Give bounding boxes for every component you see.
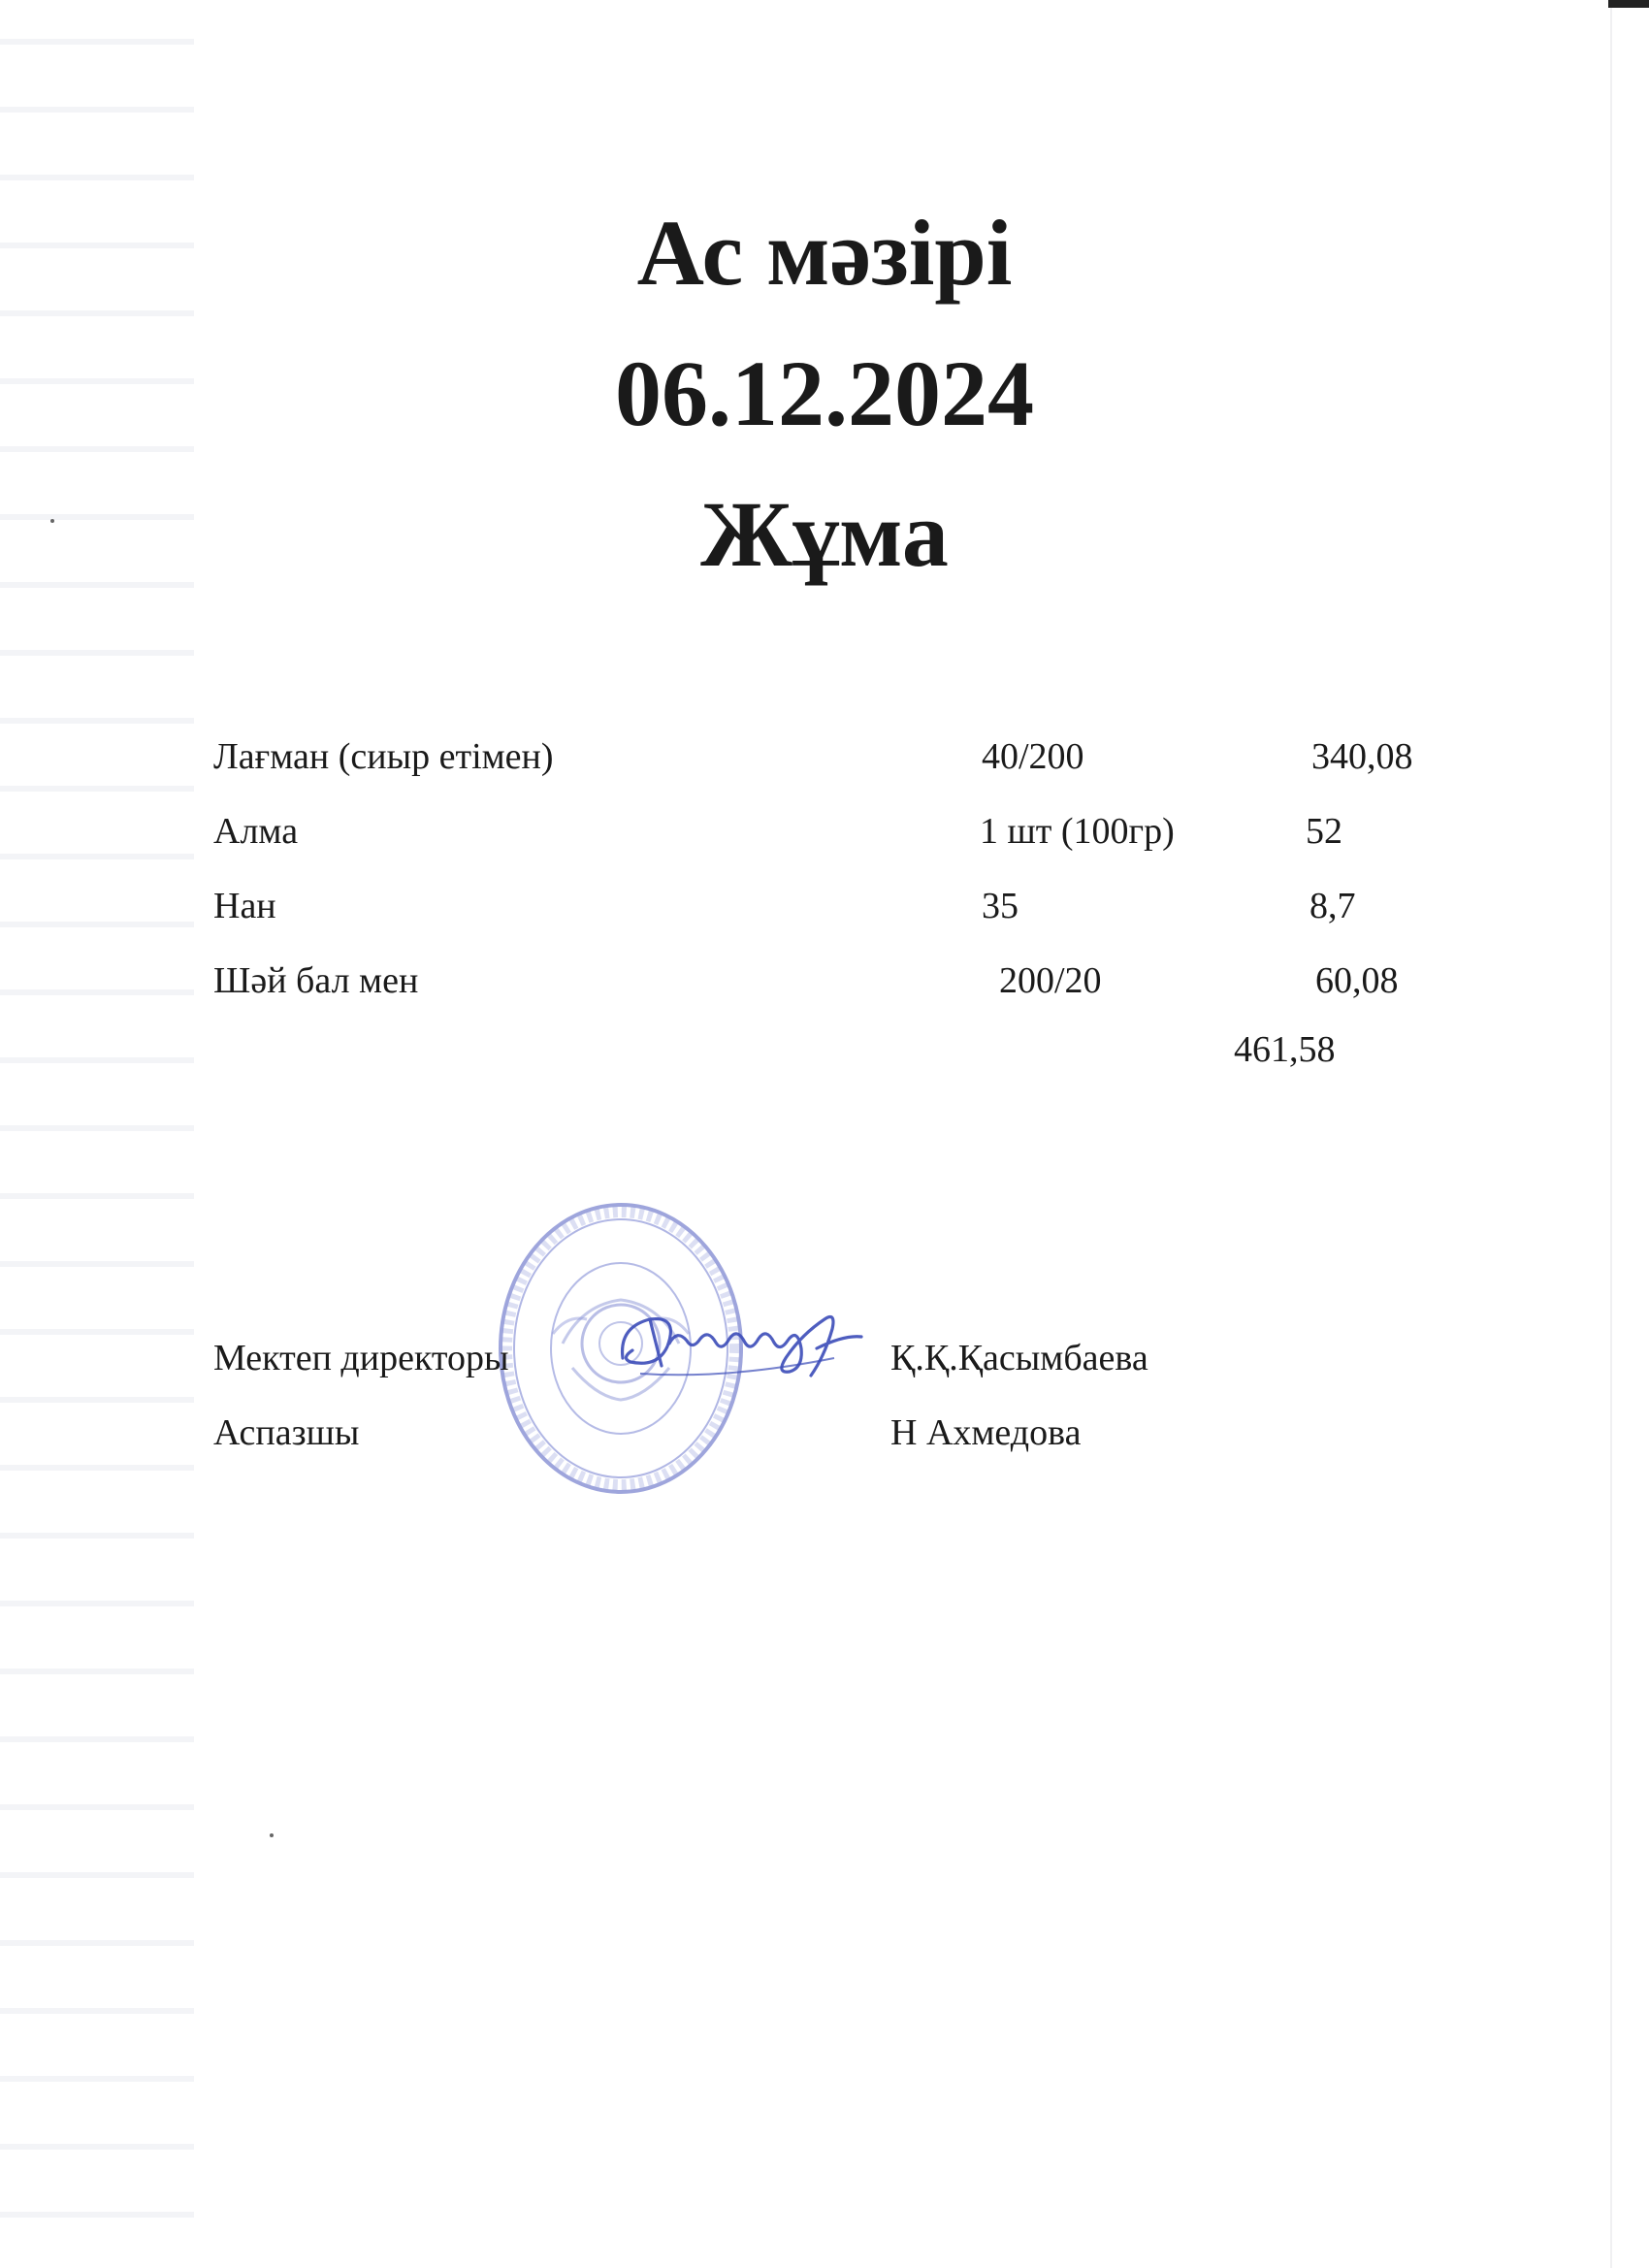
menu-item-portion: 200/20 [999, 960, 1102, 1001]
page-title: Ас мәзірі [636, 201, 1013, 305]
menu-item-calories: 60,08 [1315, 960, 1399, 1001]
cook-name: Н Ахмедова [890, 1412, 1082, 1453]
scan-speck [270, 1833, 274, 1837]
menu-item-calories: 8,7 [1310, 886, 1356, 926]
menu-item-portion: 40/200 [982, 736, 1084, 777]
director-role: Мектеп директоры [213, 1338, 509, 1378]
director-signature [611, 1290, 873, 1397]
menu-item-name: Нан [213, 886, 276, 926]
menu-date: 06.12.2024 [615, 341, 1034, 445]
director-name: Қ.Қ.Қасымбаева [890, 1338, 1148, 1378]
cook-role: Аспазшы [213, 1412, 360, 1453]
menu-weekday: Жұма [700, 482, 949, 586]
menu-item-name: Лағман (сиыр етімен) [213, 736, 554, 777]
menu-item-portion: 35 [982, 886, 1018, 926]
scan-speck [50, 519, 54, 523]
menu-item-calories: 340,08 [1311, 736, 1413, 777]
corner-mark [1608, 0, 1649, 8]
menu-item-portion: 1 шт (100гр) [980, 811, 1175, 852]
menu-total: 461,58 [1234, 1029, 1336, 1070]
menu-item-calories: 52 [1306, 811, 1342, 852]
menu-item-name: Шәй бал мен [213, 960, 419, 1001]
menu-item-name: Алма [213, 811, 299, 852]
